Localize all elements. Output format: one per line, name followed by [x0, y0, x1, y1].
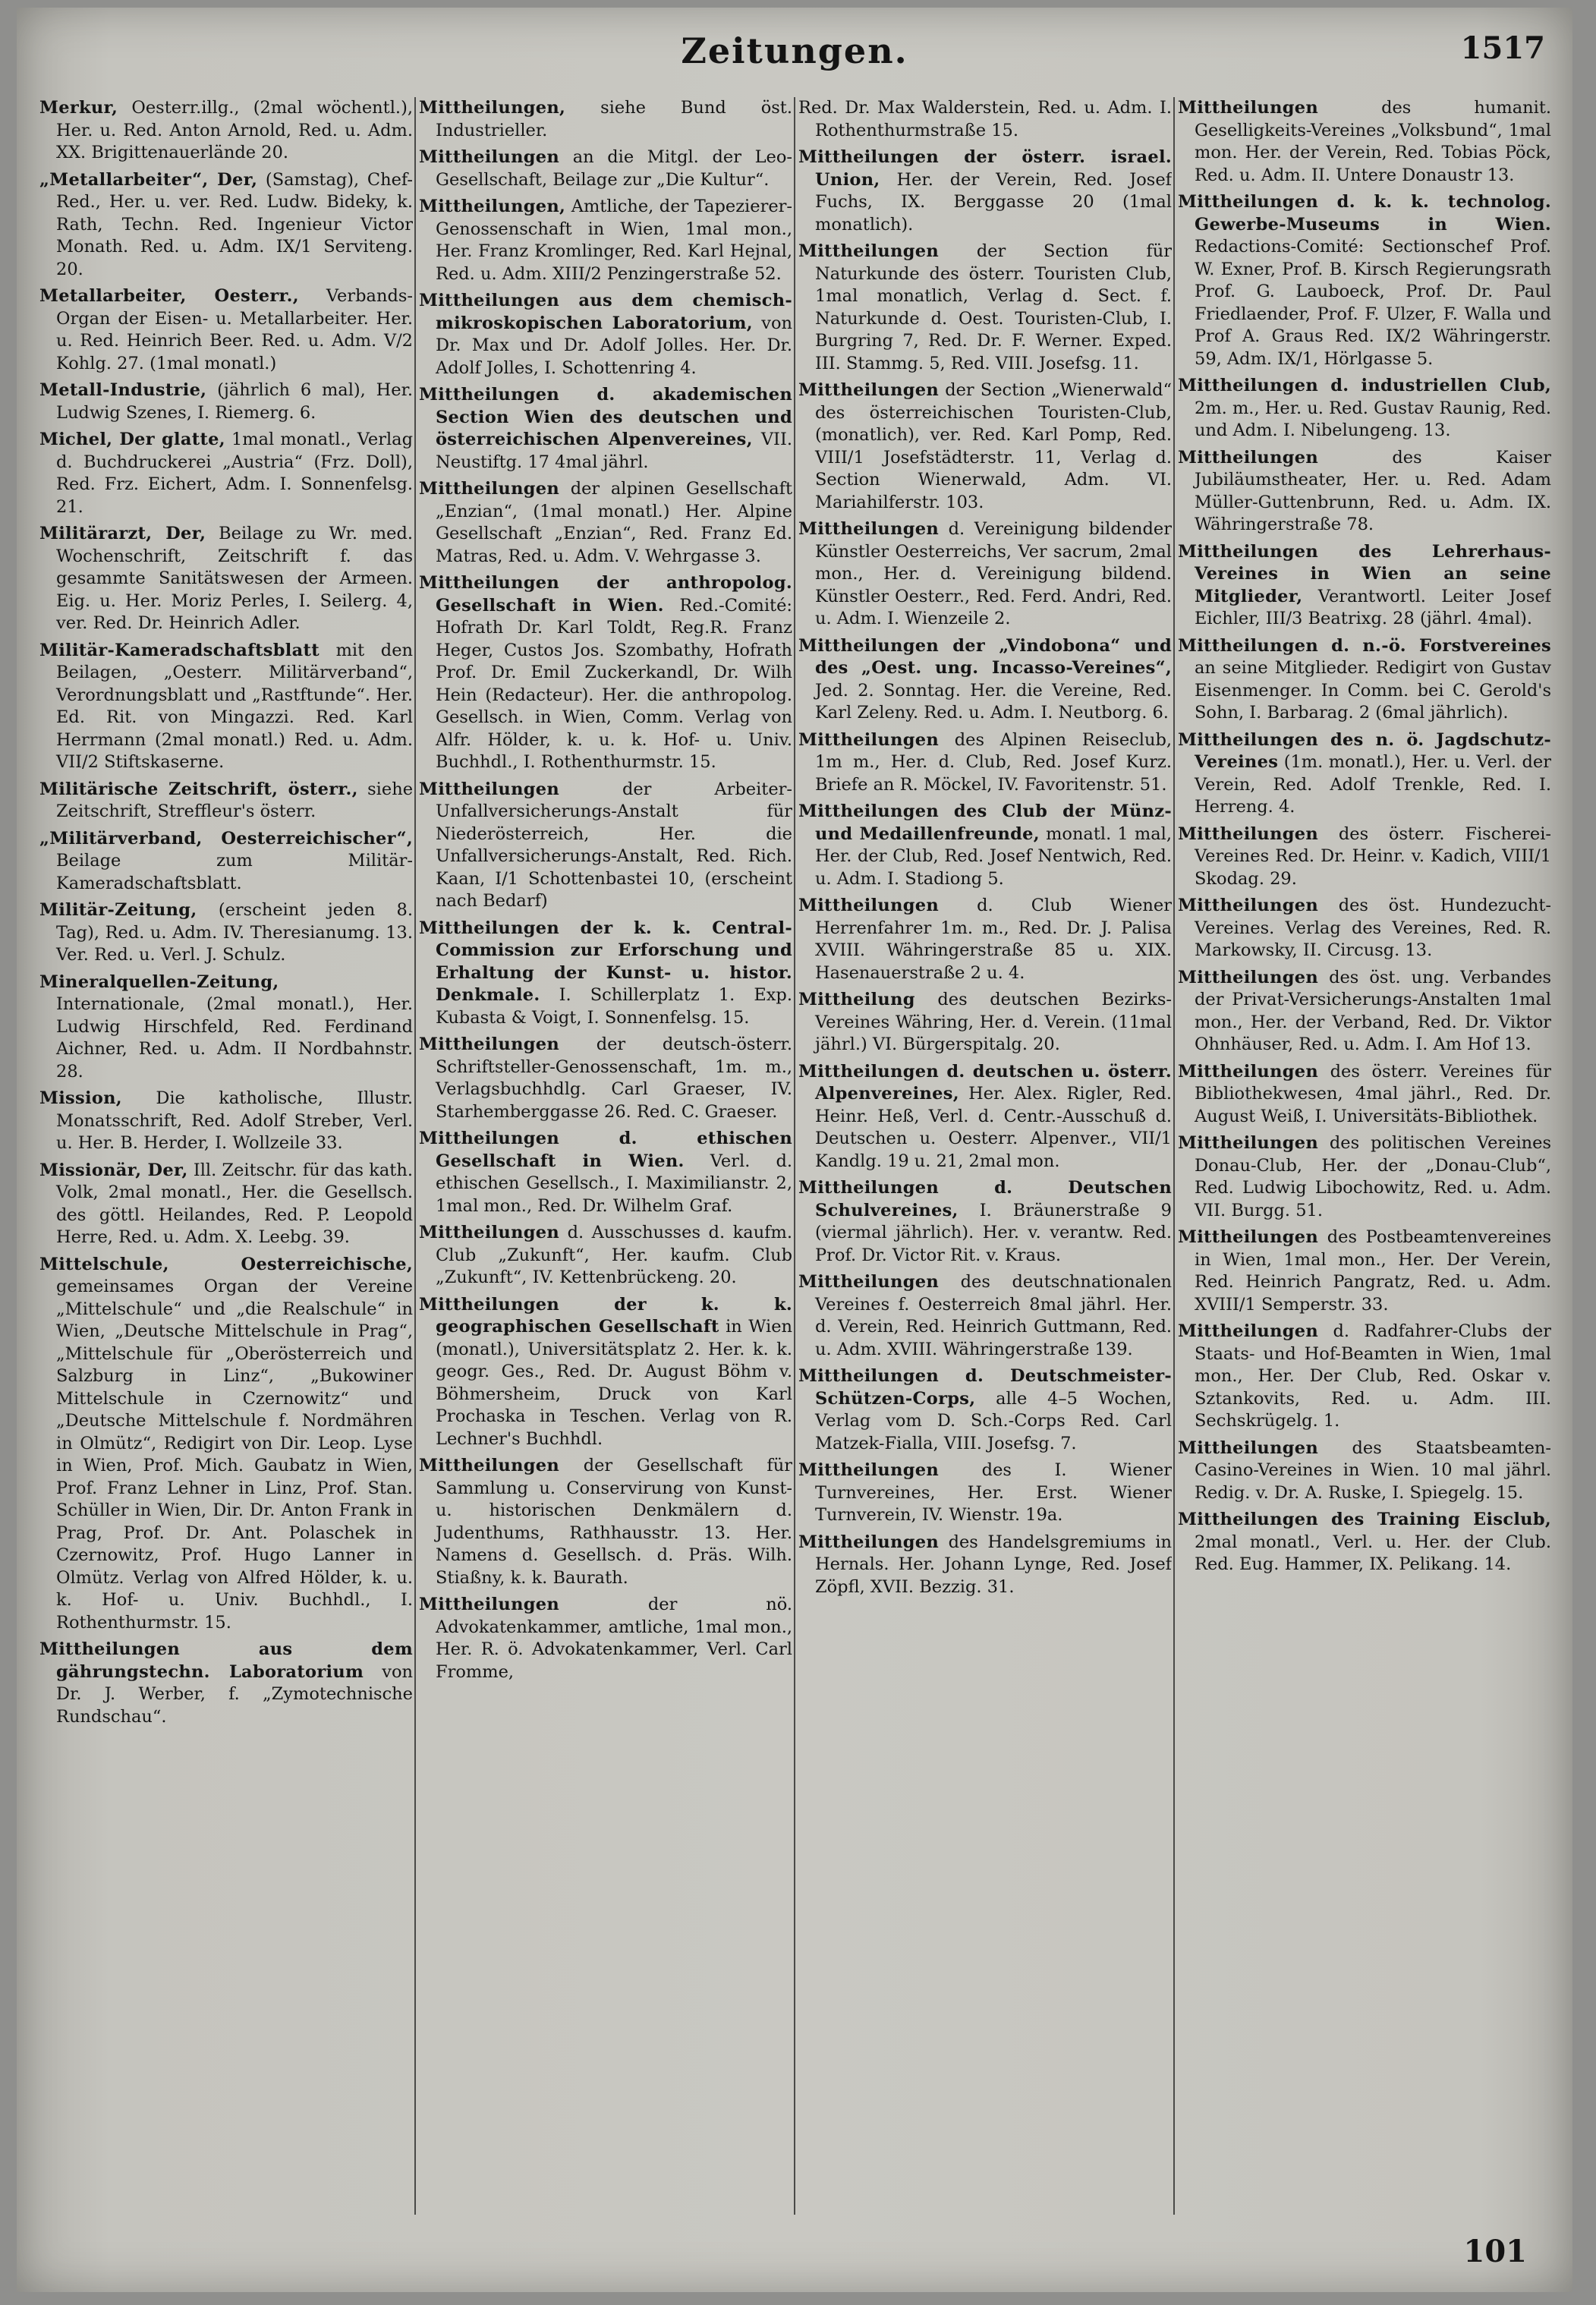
entry-text: (Samstag), Chef-Red., Her. u. ver. Red. Ludw. Bideky, k. Rath, Techn. Red. Ingenieur Victor Monath. Red. u. Adm. IX/1 Serviteng. 20. [56, 169, 413, 279]
entry-text: der Section für Naturkunde des österr. Touristen Club, 1mal monatlich, Verlag d. Sect. f. Naturkunde d. Oest. Touristen-Club, I. Burgring 7, Red. Dr. F. Werner. Exped. III. Stammg. 5, Red. VIII. Josefsg. 11. [815, 241, 1172, 373]
directory-entry [798, 1061, 1172, 1173]
entry-text: siehe Zeitschrift, Streffleur's österr. [56, 779, 413, 821]
column-divider [414, 97, 416, 2215]
directory-entry [39, 640, 413, 774]
entry-text: Verbands-Organ der Eisen- u. Metallarbeiter. Her. u. Red. Heinrich Beer. Red. u. Adm. V/2 Kohlg. 27. (1mal monatl.) [56, 286, 413, 373]
directory-entry [419, 384, 792, 474]
entry-heading: Mittheilungen [419, 1223, 560, 1242]
entry-heading: Mittheilungen [798, 896, 940, 915]
entry-text: des politischen Vereines Donau-Club, Her. der „Donau-Club“, Red. Ludwig Libochowitz, Red. u. Adm. VII. Burgg. 51. [1195, 1133, 1551, 1220]
entry-heading: Mittheilungen [1178, 1133, 1319, 1153]
text-column-4 [1178, 97, 1551, 2207]
directory-entry [798, 146, 1172, 236]
directory-entry [39, 169, 413, 282]
entry-heading: Mittheilungen d. ethischen Gesellschaft in Wien. [419, 1129, 792, 1171]
entry-text: d. Radfahrer-Clubs der Staats- und Hof-Beamten in Wien, 1mal mon., Her. Der Club, Red. Oskar v. Sztankovits, Red. u. Adm. III. Sechskrügelg. 1. [1195, 1321, 1551, 1431]
entry-heading: Mittheilungen [1178, 967, 1319, 987]
directory-entry [798, 97, 1172, 142]
entry-heading: Mittheilungen [1178, 447, 1319, 468]
directory-entry [39, 523, 413, 635]
entry-text: des österr. Vereines für Bibliothekwesen, 4mal jährl., Red. Dr. August Weiß, I. Universitäts-Bibliothek. [1195, 1061, 1551, 1126]
entry-text: Internationale, (2mal monatl.), Her. Ludwig Hirschfeld, Red. Ferdinand Aichner, Red. u. Adm. II Nordbahnstr. 28. [56, 994, 413, 1082]
entry-heading: Mittheilungen aus dem gährungstechn. Laboratorium [39, 1639, 413, 1682]
newspaper-directory-page [17, 8, 1572, 2292]
column-divider [794, 97, 795, 2215]
entry-text: d. Ausschusses d. kaufm. Club „Zukunft“, Her. kaufm. Club „Zukunft“, IV. Kettenbrückeng. 20. [436, 1223, 792, 1287]
entry-heading: Mittheilung [798, 990, 915, 1009]
entry-heading: Mittheilungen [798, 1460, 940, 1480]
directory-entry [419, 1294, 792, 1451]
directory-entry [798, 379, 1172, 514]
entry-text: Red. Dr. Max Walderstein, Red. u. Adm. I. Rothenthurmstraße 15. [798, 98, 1172, 140]
entry-text: siehe Bund öst. Industrieller. [436, 98, 792, 140]
entry-text: an die Mitgl. der Leo-Gesellschaft, Beilage zur „Die Kultur“. [436, 147, 792, 190]
entry-text: Beilage zum Militär-Kameradschaftsblatt. [56, 851, 413, 893]
directory-entry [798, 1271, 1172, 1361]
entry-heading: Mittheilungen [798, 1272, 940, 1292]
directory-entry [1178, 191, 1551, 370]
entry-text: des österr. Fischerei-Vereines Red. Dr. Heinr. v. Kadich, VIII/1 Skodag. 29. [1195, 823, 1551, 889]
directory-entry [1178, 1132, 1551, 1222]
entry-text: der alpinen Gesellschaft „Enzian“, (1mal monatl.) Her. Alpine Gesellschaft „Enzian“, Red. Franz Ed. Matras, Red. u. Adm. V. Wehrgasse 3. [436, 479, 792, 566]
directory-entry [419, 1034, 792, 1123]
entry-text: des humanit. Geselligkeits-Vereines „Volksbund“, 1mal mon. Her. der Verein, Red. Tobias Pöck, Red. u. Adm. II. Untere Donaustr 13. [1195, 98, 1551, 185]
entry-text: Amtliche, der Tapezierer-Genossenschaft in Wien, 1mal mon., Her. Franz Kromlinger, Red. Karl Hejnal, Red. u. Adm. XIII/2 Penzingerstraße 52. [436, 197, 792, 284]
entry-heading: Mittheilungen des Club der Münz- und Medaillenfreunde, [798, 801, 1172, 844]
directory-entry [419, 478, 792, 568]
entry-heading: Mittheilungen der k. k. Central-Commission zur Erforschung und Erhaltung der Kunst- u. histor. Denkmale. [419, 918, 792, 1005]
directory-entry [1178, 895, 1551, 962]
entry-text: der nö. Advokatenkammer, amtliche, 1mal mon., Her. R. ö. Advokatenkammer, Verl. Carl Fromme, [436, 1595, 792, 1682]
entry-text: d. Vereinigung bildender Künstler Oesterreichs, Ver sacrum, 2mal mon., Her. d. Vereinigung bildend. Künstler Oesterr., Red. Ferd. Andri, Red. u. Adm. I. Wienzeile 2. [815, 519, 1172, 628]
entry-heading: Mittheilungen [419, 1595, 560, 1614]
entry-text: 2mal monatl., Verl. u. Her. der Club. Red. Eug. Hammer, IX. Pelikang. 14. [1195, 1532, 1551, 1574]
entry-heading: Mittheilungen d. deutschen u. österr. Alpenvereines, [798, 1061, 1172, 1104]
entry-text: der deutsch-österr. Schriftsteller-Genossenschaft, 1m. m., Verlagsbuchhdlg. Carl Graeser, IV. Starhemberggasse 26. Red. C. Graeser. [436, 1034, 792, 1122]
directory-entry [419, 146, 792, 191]
directory-entry [39, 429, 413, 518]
directory-entry [419, 779, 792, 913]
entry-text: Verl. d. ethischen Gesellsch., I. Maximilianstr. 2, 1mal mon., Red. Dr. Wilhelm Graf. [436, 1151, 792, 1216]
entry-text: des Handelsgremiums in Hernals. Her. Johann Lynge, Red. Josef Zöpfl, XVII. Bezzig. 31. [815, 1532, 1172, 1597]
entry-heading: Mittheilungen d. industriellen Club, [1178, 376, 1551, 395]
column-divider [1173, 97, 1175, 2215]
entry-heading: Mittheilungen [1178, 98, 1319, 118]
entry-text: der Gesellschaft für Sammlung u. Conservirung von Kunst- u. historischen Denkmälern d. Judenthums, Rathhausstr. 13. Her. Namens d. Gesellsch. d. Präs. Wilh. Stiaßny, k. k. Baurath. [436, 1456, 792, 1588]
entry-heading: Militär-Zeitung, [39, 900, 197, 920]
directory-entry [798, 518, 1172, 631]
entry-text: Oesterr.illg., (2mal wöchentl.), Her. u. Red. Anton Arnold, Red. u. Adm. XX. Brigittenauerlände 20. [56, 98, 413, 162]
entry-text: des Alpinen Reiseclub, 1m m., Her. d. Club, Red. Josef Kurz. Briefe an R. Möckel, IV. Favoritenstr. 51. [815, 729, 1172, 795]
entry-heading: Militärarzt, Der, [39, 524, 206, 543]
entry-heading: Mittheilungen [1178, 1061, 1319, 1082]
entry-heading: Mittheilungen [419, 779, 560, 799]
directory-entry [419, 1222, 792, 1289]
entry-text: d. Club Wiener Herrenfahrer 1m. m., Red. Dr. J. Palisa XVIII. Währingerstraße 85 u. XIX. Hasenauerstraße 2 u. 4. [815, 896, 1172, 983]
directory-entry [419, 290, 792, 379]
directory-entry [39, 779, 413, 823]
entry-heading: Mittheilungen des Lehrerhaus-Vereines in Wien an seine Mitglieder, [1178, 541, 1551, 606]
directory-entry [1178, 635, 1551, 725]
entry-text: von Dr. Max und Dr. Adolf Jolles. Her. Dr. Adolf Jolles, I. Schottenring 4. [436, 313, 792, 378]
directory-entry [419, 918, 792, 1030]
directory-entry [419, 1594, 792, 1683]
entry-heading: Mittheilungen, [419, 98, 566, 118]
entry-heading: Mittheilungen d. akademischen Section Wien des deutschen und österreichischen Alpenvereines, [419, 385, 792, 449]
directory-entry [1178, 447, 1551, 537]
entry-text: (1m. monatl.), Her. u. Verl. der Verein, Red. Adolf Trenkle, Red. I. Herreng. 4. [1195, 752, 1551, 817]
entry-heading: Missionär, Der, [39, 1160, 188, 1180]
directory-entry [1178, 1437, 1551, 1505]
entry-heading: Mittheilungen, [419, 197, 566, 216]
directory-entry [39, 285, 413, 375]
entry-text: Ill. Zeitschr. für das kath. Volk, 2mal monatl., Her. die Gesellsch. des göttl. Heilandes, Red. P. Leopold Herre, Red. u. Adm. X. Leebg. 39. [56, 1160, 413, 1247]
directory-entry [798, 989, 1172, 1056]
entry-heading: Merkur, [39, 98, 118, 118]
entry-heading: Mittheilungen [1178, 823, 1319, 844]
entry-heading: Metall-Industrie, [39, 380, 207, 400]
directory-entry [39, 828, 413, 896]
directory-entry [39, 1160, 413, 1249]
directory-entry [39, 971, 413, 1084]
directory-entry [798, 801, 1172, 890]
directory-entry [798, 895, 1172, 984]
directory-entry [1178, 967, 1551, 1056]
entry-text: des Kaiser Jubiläumstheater, Her. u. Red. Adam Müller-Guttenbrunn, Red. u. Adm. IX. Währingerstraße 78. [1195, 447, 1551, 534]
entry-heading: Mittheilungen [798, 729, 940, 750]
directory-entry [798, 1365, 1172, 1455]
entry-text: Her. Alex. Rigler, Red. Heinr. Heß, Verl. d. Centr.-Ausschuß d. Deutschen u. Oesterr. Alpenver., VII/1 Kandlg. 19 u. 21, 2mal mon. [815, 1084, 1172, 1171]
entry-heading: Mittheilungen [419, 1456, 560, 1475]
directory-entry [419, 1455, 792, 1589]
directory-entry [1178, 1321, 1551, 1433]
entry-heading: Mittheilungen der „Vindobona“ und des „Oest. ung. Incasso-Vereines“, [798, 635, 1172, 678]
entry-heading: Mittheilungen [1178, 1437, 1319, 1458]
entry-text: in Wien (monatl.), Universitätsplatz 2. Her. k. k. geogr. Ges., Red. Dr. August Böhm v. Böhmersheim, Druck von Karl Prochaska in Teschen. Verlag von R. Lechner's Buchhdl. [436, 1317, 792, 1449]
entry-text: Red.-Comité: Hofrath Dr. Karl Toldt, Reg.R. Franz Heger, Custos Jos. Szombathy, Hofrath Prof. Dr. Emil Zuckerkandl, Dr. Wilh Hein (Redacteur). Her. die anthropolog. Gesellsch. in Wien, Comm. Verlag von Alfr. Hölder, k. u. k. Hof- u. Univ. Buchhdl., I. Rothenthurmstr. 15. [436, 595, 792, 772]
entry-heading: „Militärverband, Oesterreichischer“, [39, 828, 413, 849]
entry-text: des Staatsbeamten-Casino-Vereines in Wien. 10 mal jährl. Redig. v. Dr. A. Ruske, I. Spiegelg. 15. [1195, 1437, 1551, 1503]
directory-entry [419, 196, 792, 285]
entry-heading: Michel, Der glatte, [39, 430, 225, 449]
entry-heading: Mittheilungen [419, 1034, 560, 1054]
entry-text: des deutschnationalen Vereines f. Oesterreich 8mal jährl. Her. d. Verein, Red. Heinrich Guttmann, Red. u. Adm. XVIII. Währingerstraße 139. [815, 1272, 1172, 1359]
directory-entry [1178, 97, 1551, 187]
directory-entry [39, 899, 413, 967]
text-column-3 [798, 97, 1172, 2207]
entry-text: 1mal monatl., Verlag d. Buchdruckerei „Austria“ (Frz. Doll), Red. Frz. Eichert, Adm. I. Sonnenfelsg. 21. [56, 430, 413, 517]
directory-entry [1178, 1061, 1551, 1129]
directory-entry [798, 1460, 1172, 1527]
entry-heading: Mittheilungen [1178, 1227, 1319, 1247]
directory-entry [798, 1532, 1172, 1599]
entry-text: I. Bräunerstraße 9 (viermal jährlich). Her. v. verantw. Red. Prof. Dr. Victor Rit. v. Kraus. [815, 1200, 1172, 1265]
entry-text: an seine Mitglieder. Redigirt von Gustav Eisenmenger. In Comm. bei C. Gerold's Sohn, I. Barbarag. 2 (6mal jährlich). [1195, 658, 1551, 723]
entry-heading: Mittheilungen [798, 380, 940, 400]
directory-entry [1178, 823, 1551, 891]
entry-text: mit den Beilagen, „Oesterr. Militärverband“, Verordnungsblatt und „Rastftunde“. Her. Ed. Rit. von Mingazzi. Red. Karl Herrmann (2mal monatl.) Red. u. Adm. VII/2 Stiftskaserne. [56, 640, 413, 772]
entry-heading: Mittheilungen der k. k. geographischen Gesellschaft [419, 1294, 792, 1337]
directory-entry [1178, 1226, 1551, 1316]
directory-entry [798, 729, 1172, 797]
entry-text: des öst. ung. Verbandes der Privat-Versicherungs-Anstalten 1mal mon., Her. der Verband, Red. Dr. Viktor Ohnhäuser, Red. u. Adm. I. Am Hof 13. [1195, 967, 1551, 1054]
directory-entry [1178, 541, 1551, 631]
directory-entry [39, 1088, 413, 1155]
entry-heading: Mittheilungen der anthropolog. Gesellschaft in Wien. [419, 573, 792, 616]
entry-heading: Militär-Kameradschaftsblatt [39, 640, 320, 660]
entry-heading: „Metallarbeiter“, Der, [39, 169, 258, 190]
signature-number: 101 [1463, 2234, 1527, 2269]
directory-entry [39, 97, 413, 165]
directory-entry [419, 97, 792, 142]
entry-text: der Section „Wienerwald“ des österreichischen Touristen-Club, (monatlich), ver. Red. Karl Pomp, Red. VIII/1 Josefstädterstr. 11, Verlag d. Section Wienerwald, Adm. VI. Mariahilferstr. 103. [815, 380, 1172, 512]
directory-entry [39, 1254, 413, 1635]
entry-text: von Dr. J. Werber, f. „Zymotechnische Rundschau“. [56, 1661, 413, 1727]
text-column-1 [39, 97, 413, 2207]
entry-heading: Mittheilungen des n. ö. Jagdschutz-Vereines [1178, 729, 1551, 772]
entry-text: Beilage zu Wr. med. Wochenschrift, Zeitschrift f. das gesammte Sanitätswesen der Armeen. Eig. u. Her. Moriz Perles, I. Seilerg. 4, ver. Red. Dr. Heinrich Adler. [56, 524, 413, 633]
entry-heading: Mittheilungen [1178, 896, 1319, 915]
page-header [17, 24, 1572, 77]
directory-entry [798, 635, 1172, 725]
entry-heading: Mission, [39, 1088, 122, 1108]
directory-entry [419, 1128, 792, 1217]
entry-text: des I. Wiener Turnvereines, Her. Erst. Wiener Turnverein, IV. Wienstr. 19a. [815, 1460, 1172, 1525]
entry-text: des Postbeamtenvereines in Wien, 1mal mon., Her. Der Verein, Red. Heinrich Pangratz, Red. u. Adm. XVIII/1 Semperstr. 33. [1195, 1227, 1551, 1315]
entry-heading: Mittheilungen [798, 241, 940, 261]
entry-heading: Mittheilungen d. Deutschen Schulvereines, [798, 1178, 1172, 1220]
entry-text: des öst. Hundezucht-Vereines. Verlag des Vereines, Red. R. Markowsky, II. Circusg. 13. [1195, 896, 1551, 960]
entry-text: des deutschen Bezirks-Vereines Währing, Her. d. Verein. (11mal jährl.) VI. Bürgerspitalg. 20. [815, 990, 1172, 1054]
entry-heading: Metallarbeiter, Oesterr., [39, 286, 299, 306]
entry-text: VII. Neustiftg. 17 4mal jährl. [436, 430, 792, 472]
page-number: 1517 [1460, 30, 1545, 66]
entry-text: monatl. 1 mal, Her. der Club, Red. Josef Nentwich, Red. u. Adm. I. Stadiong 5. [815, 823, 1172, 889]
directory-entry [798, 1177, 1172, 1267]
entry-text: Verantwortl. Leiter Josef Eichler, III/3 Beatrixg. 28 (jährl. 4mal). [1195, 586, 1551, 628]
directory-entry [798, 241, 1172, 375]
directory-entry [39, 1639, 413, 1728]
directory-entry [419, 572, 792, 774]
entry-text: Her. der Verein, Red. Josef Fuchs, IX. Berggasse 20 (1mal monatlich). [815, 169, 1172, 235]
entry-heading: Mineralquellen-Zeitung, [39, 971, 279, 992]
entry-text: gemeinsames Organ der Vereine „Mittelschule“ und „die Realschule“ in Wien, „Deutsche Mittelschule in Prag“, „Mittelschule für „Oberösterreich und Salzburg in Linz“, „Bukowiner Mittelschule in Czernowitz“ und „Deutsche Mittelschule f. Nordmähren in Olmütz“, Redigirt von Dir. Leop. Lyse in Wien, Prof. Mich. Gaubatz in Wien, Prof. Franz Lehner in Linz, Prof. Stan. Schüller in Wien, Dir. Dr. Anton Frank in Prag, Prof. Dr. Ant. Polaschek in Czernowitz, Prof. Hugo Lanner in Olmütz. Verlag von Alfred Hölder, k. u. k. Hof- u. Univ. Buchhdl., I. Rothenthurmstr. 15. [56, 1277, 413, 1633]
entry-text: 2m. m., Her. u. Red. Gustav Raunig, Red. und Adm. I. Nibelungeng. 13. [1195, 398, 1551, 440]
entry-heading: Mittheilungen des Training Eisclub, [1178, 1510, 1551, 1529]
entry-text: Redactions-Comité: Sectionschef Prof. W. Exner, Prof. B. Kirsch Regierungsrath Prof. G. Lauboeck, Prof. Dr. Paul Friedlaender, Prof. F. Ulzer, F. Walla und Prof A. Graus Red. IX/2 Währingerstr. 59, Adm. IX/1, Hörlgasse 5. [1195, 237, 1551, 369]
entry-heading: Mittheilungen d. n.-ö. Forstvereines [1178, 635, 1551, 656]
entry-text: I. Schillerplatz 1. Exp. Kubasta & Voigt, I. Sonnenfelsg. 15. [436, 985, 792, 1028]
entry-heading: Militärische Zeitschrift, österr., [39, 779, 358, 799]
entry-heading: Mittheilungen der österr. israel. Union, [798, 147, 1172, 190]
directory-entry [1178, 729, 1551, 819]
directory-entry [1178, 1509, 1551, 1576]
text-column-2 [419, 97, 792, 2207]
entry-text: Jed. 2. Sonntag. Her. die Vereine, Red. Karl Zeleny. Red. u. Adm. I. Neutborg. 6. [815, 680, 1172, 723]
entry-heading: Mittelschule, Oesterreichische, [39, 1254, 413, 1274]
entry-heading: Mittheilungen d. k. k. technolog. Gewerbe-Museums in Wien. [1178, 192, 1551, 235]
entry-heading: Mittheilungen [419, 479, 560, 499]
entry-heading: Mittheilungen [419, 147, 560, 167]
directory-entry [39, 379, 413, 424]
entry-heading: Mittheilungen [798, 519, 940, 539]
entry-heading: Mittheilungen [798, 1532, 940, 1552]
page-title: Zeitungen. [681, 30, 908, 71]
entry-heading: Mittheilungen d. Deutschmeister-Schützen-Corps, [798, 1366, 1172, 1409]
entry-text: (erscheint jeden 8. Tag), Red. u. Adm. IV. Theresianumg. 13. Ver. Red. u. Verl. J. Schulz. [56, 900, 413, 965]
entry-heading: Mittheilungen [1178, 1321, 1319, 1341]
directory-entry [1178, 375, 1551, 442]
entry-heading: Mittheilungen aus dem chemisch-mikroskopischen Laboratorium, [419, 291, 792, 333]
entry-text: alle 4–5 Wochen, Verlag vom D. Sch.-Corps Red. Carl Matzek-Fialla, VIII. Josefsg. 7. [815, 1388, 1172, 1453]
entry-text: der Arbeiter-Unfallversicherungs-Anstalt für Niederösterreich, Her. die Unfallversicherungs-Anstalt, Red. Rich. Kaan, I/1 Schottenbastei 10, (erscheint nach Bedarf) [436, 779, 792, 911]
entry-text: Die katholische, Illustr. Monatsschrift, Red. Adolf Streber, Verl. u. Her. B. Herder, I. Wollzeile 33. [56, 1088, 413, 1153]
entry-text: (jährlich 6 mal), Her. Ludwig Szenes, I. Riemerg. 6. [56, 380, 413, 423]
